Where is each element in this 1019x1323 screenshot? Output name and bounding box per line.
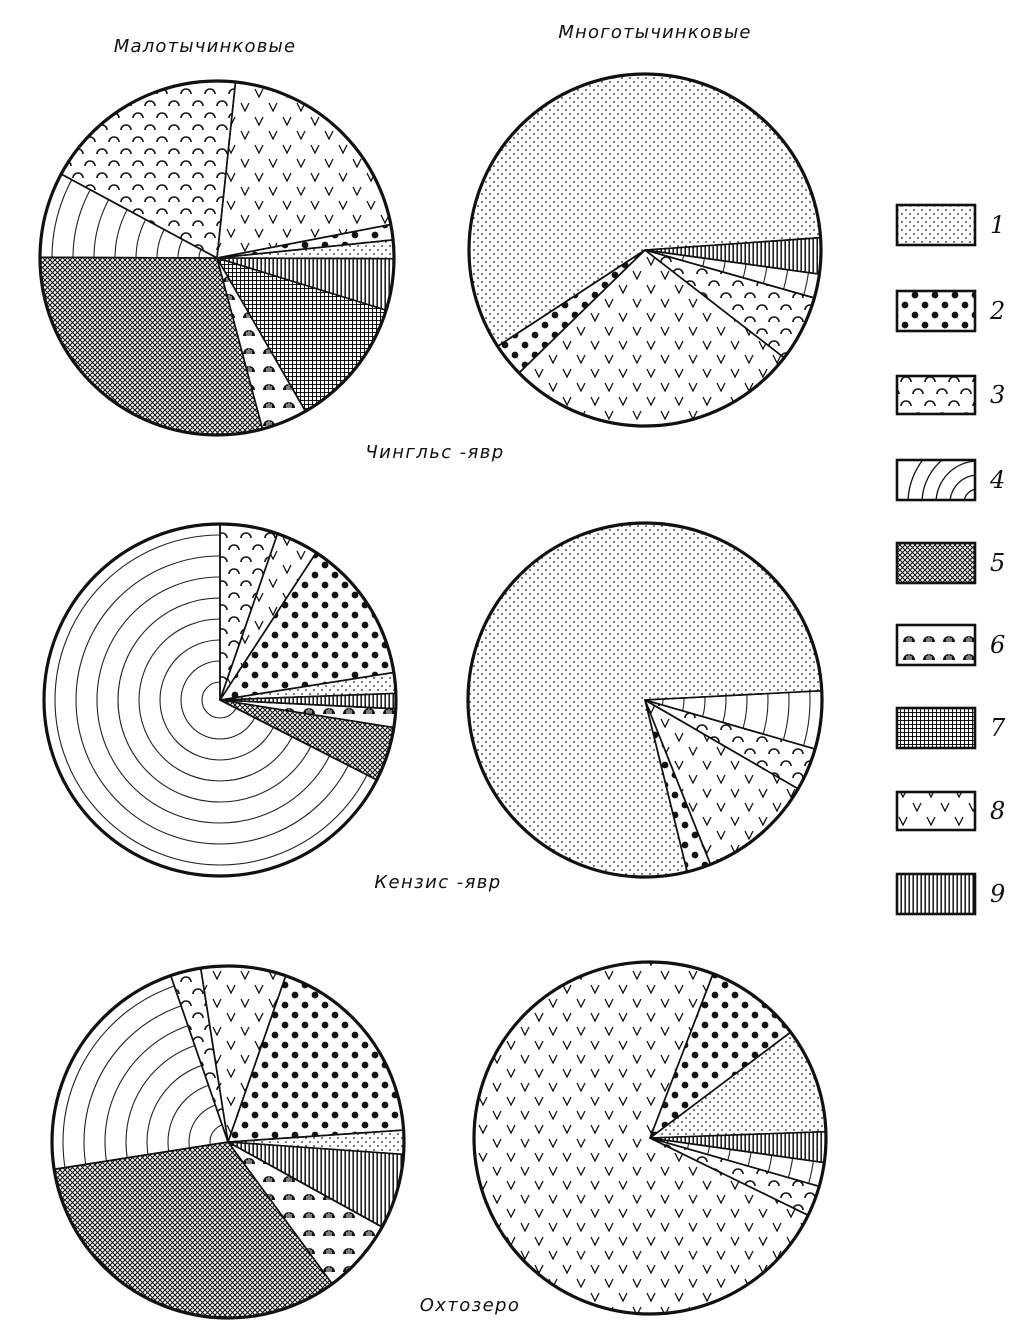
- legend-item-3: [897, 376, 1005, 414]
- legend-label-6: 6: [990, 631, 1006, 659]
- legend-swatch-large-dots: [897, 291, 975, 331]
- legend-swatch-fine-dots: [897, 205, 975, 245]
- legend-label-2: 2: [990, 297, 1006, 325]
- lake-label-3: Охтозеро: [419, 1295, 521, 1316]
- legend-swatch-vertical-lines: [897, 874, 975, 914]
- legend-label-4: 4: [990, 466, 1006, 494]
- legend-item-5: [897, 543, 1005, 583]
- legend-swatch-square-grid: [897, 708, 975, 748]
- legend-item-8: [897, 792, 1005, 830]
- pie-charts: [40, 74, 826, 1318]
- legend-label-5: 5: [990, 549, 1006, 577]
- pie-chart-3: [44, 524, 396, 876]
- legend-swatch-open-arches: [897, 376, 975, 414]
- legend-label-1: 1: [990, 211, 1006, 239]
- legend-swatch-filled-domes: [897, 625, 975, 665]
- legend-item-6: [897, 625, 1005, 665]
- pie-chart-1: [40, 81, 394, 435]
- legend-item-7: [897, 708, 1006, 748]
- legend-item-9: [897, 874, 1005, 914]
- header-right: Многотычинковые: [558, 22, 752, 43]
- legend-label-3: 3: [990, 381, 1006, 409]
- pie-chart-4: [468, 523, 822, 877]
- legend-swatch-dense-crosshatch: [897, 543, 975, 583]
- lake-label-1: Чингльс -явр: [365, 442, 505, 463]
- legend-item-2: [897, 291, 1005, 331]
- legend: [897, 205, 1019, 914]
- legend-item-1: [897, 205, 1005, 245]
- pie-chart-5: [52, 966, 404, 1318]
- pie-chart-2: [469, 74, 821, 426]
- header-left: Малотычинковые: [113, 36, 297, 57]
- pie-1-slice-3: [61, 81, 235, 258]
- legend-label-8: 8: [990, 797, 1006, 825]
- pie-chart-6: [474, 962, 826, 1314]
- lake-label-2: Кензис -явр: [374, 872, 502, 893]
- legend-label-7: 7: [990, 714, 1006, 742]
- legend-label-9: 9: [990, 880, 1006, 908]
- legend-swatch-v-marks: [897, 792, 975, 830]
